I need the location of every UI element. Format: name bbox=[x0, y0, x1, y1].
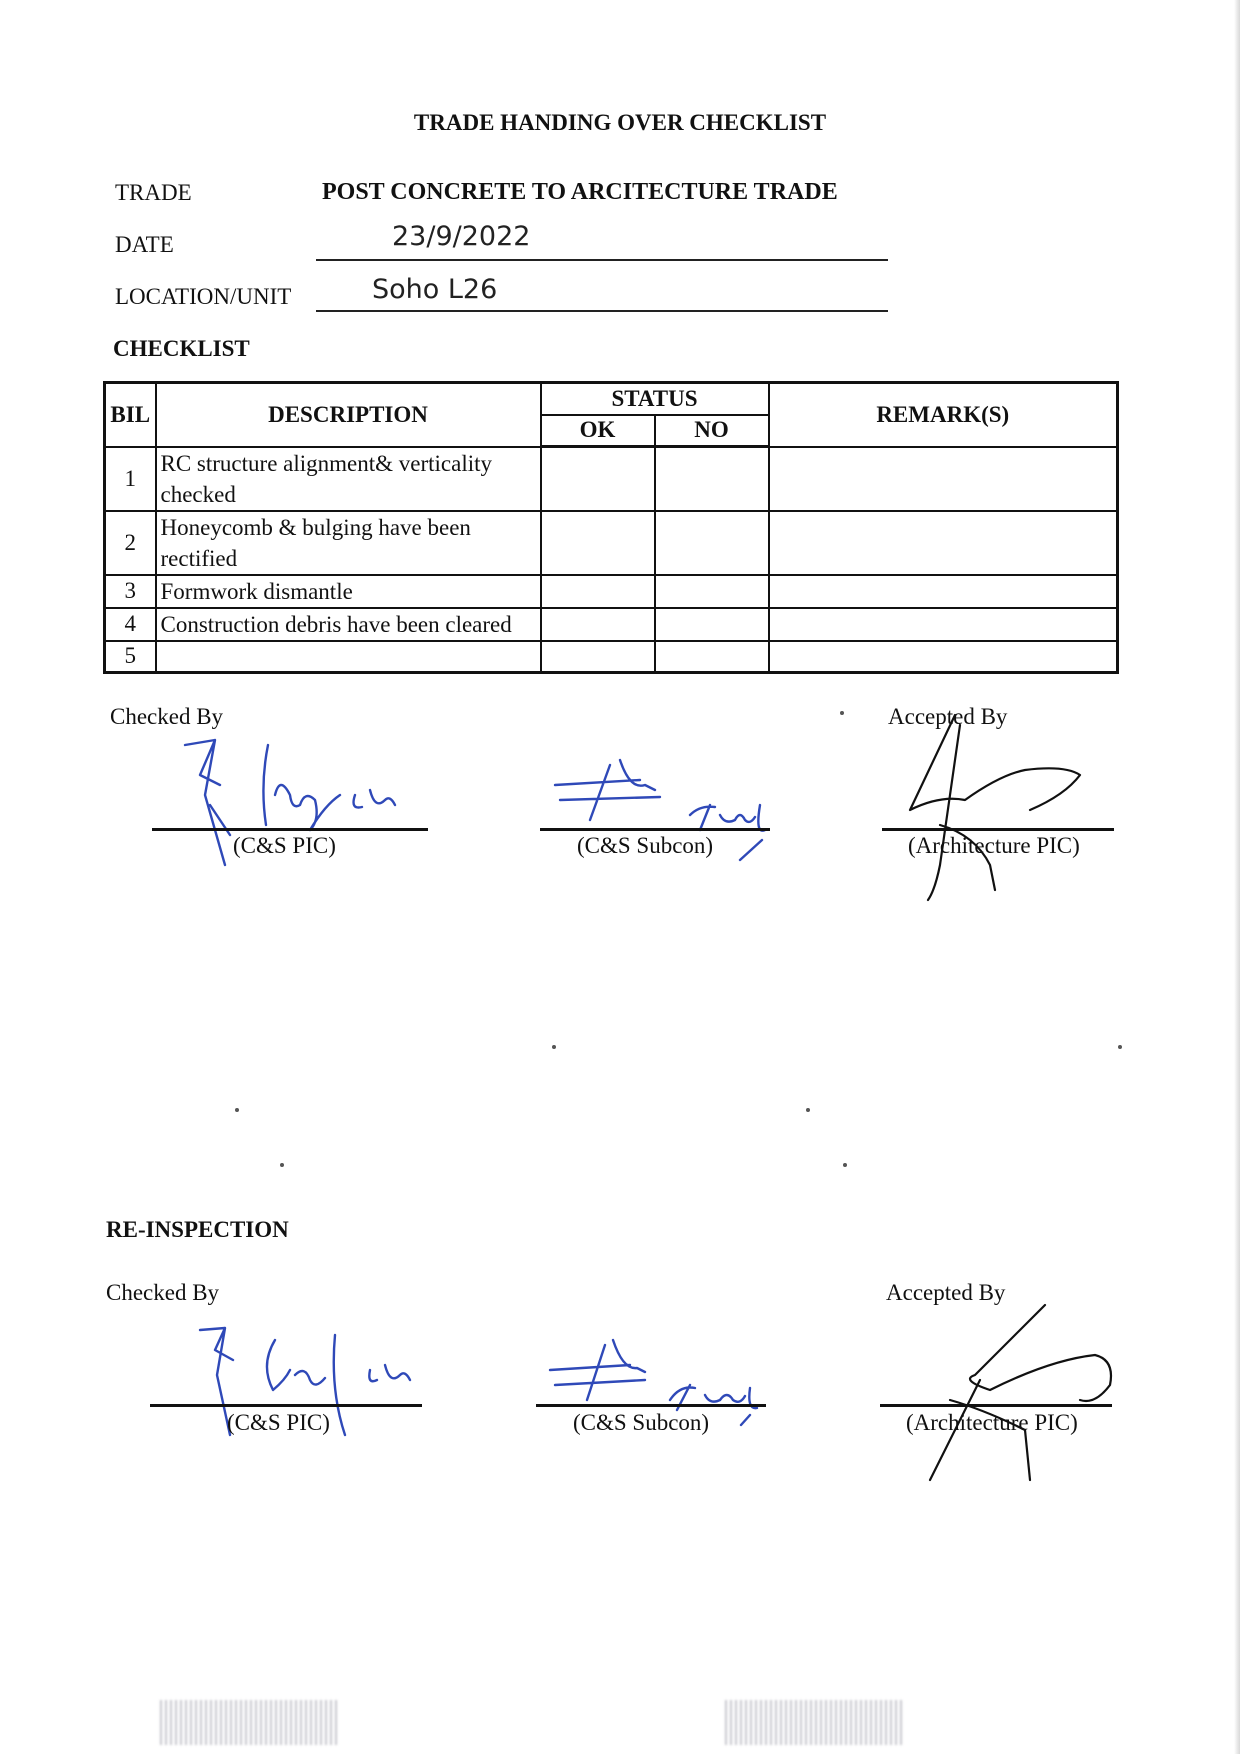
row-no bbox=[655, 575, 769, 608]
row-description bbox=[156, 641, 541, 673]
row-ok bbox=[541, 608, 655, 641]
date-line bbox=[316, 259, 888, 261]
cs-pic-signature-line bbox=[152, 828, 428, 831]
row-bil: 3 bbox=[105, 575, 156, 608]
scan-speck bbox=[235, 1108, 239, 1112]
row-no bbox=[655, 511, 769, 575]
table-row bbox=[105, 511, 1118, 575]
trade-value: POST CONCRETE TO ARCITECTURE TRADE bbox=[322, 179, 838, 205]
cs-subcon-label: (C&S Subcon) bbox=[577, 833, 714, 858]
reinspection-heading: RE-INSPECTION bbox=[106, 1217, 289, 1242]
scan-speck bbox=[280, 1163, 284, 1167]
reinspection-architecture-pic-signature bbox=[880, 1300, 1120, 1485]
architecture-pic-signature bbox=[880, 715, 1100, 915]
row-description: Honeycomb & bulging have been rectified bbox=[156, 511, 541, 575]
scan-smudge bbox=[160, 1700, 340, 1745]
col-bil: BIL bbox=[105, 383, 156, 447]
table-row bbox=[105, 641, 1118, 673]
row-no bbox=[655, 447, 769, 511]
row-remarks bbox=[769, 641, 1118, 673]
reinspection-architecture-pic-signature-line bbox=[880, 1404, 1112, 1407]
reinspection-cs-subcon-signature-line bbox=[536, 1404, 766, 1407]
row-bil: 4 bbox=[105, 608, 156, 641]
scan-speck bbox=[840, 711, 844, 715]
table-row bbox=[105, 608, 1118, 641]
row-ok bbox=[541, 447, 655, 511]
location-value: Soho L26 bbox=[372, 274, 498, 305]
row-ok bbox=[541, 575, 655, 608]
reinspection-accepted-by-caption: Accepted By bbox=[886, 1280, 1006, 1305]
cs-pic-label: (C&S PIC) bbox=[233, 833, 336, 858]
location-label: LOCATION/UNIT bbox=[115, 284, 292, 309]
reinspection-architecture-pic-label: (Architecture PIC) bbox=[906, 1410, 1078, 1435]
architecture-pic-signature-line bbox=[882, 828, 1114, 831]
row-remarks bbox=[769, 608, 1118, 641]
reinspection-checked-by-caption: Checked By bbox=[106, 1280, 220, 1305]
reinspection-cs-pic-signature-line bbox=[150, 1404, 422, 1407]
row-no bbox=[655, 641, 769, 673]
row-remarks bbox=[769, 511, 1118, 575]
scan-smudge bbox=[725, 1700, 905, 1745]
location-line bbox=[316, 310, 888, 312]
cs-subcon-signature-line bbox=[540, 828, 770, 831]
row-bil: 2 bbox=[105, 511, 156, 575]
trade-label: TRADE bbox=[115, 180, 192, 205]
architecture-pic-label: (Architecture PIC) bbox=[908, 833, 1080, 858]
accepted-by-caption: Accepted By bbox=[888, 704, 1008, 729]
reinspection-cs-subcon-label: (C&S Subcon) bbox=[573, 1410, 710, 1435]
checked-by-caption: Checked By bbox=[110, 704, 224, 729]
row-ok bbox=[541, 641, 655, 673]
col-remarks: REMARK(S) bbox=[769, 383, 1118, 447]
table-row bbox=[105, 575, 1118, 608]
col-ok: OK bbox=[541, 415, 655, 447]
row-bil: 5 bbox=[105, 641, 156, 673]
date-label: DATE bbox=[115, 232, 174, 257]
checklist-table bbox=[103, 381, 1119, 674]
col-description: DESCRIPTION bbox=[156, 383, 541, 447]
reinspection-cs-pic-label: (C&S PIC) bbox=[227, 1410, 330, 1435]
col-no: NO bbox=[655, 415, 769, 447]
row-remarks bbox=[769, 447, 1118, 511]
scan-speck bbox=[806, 1108, 810, 1112]
checklist-heading: CHECKLIST bbox=[113, 336, 250, 361]
row-bil: 1 bbox=[105, 447, 156, 511]
table-row bbox=[105, 447, 1118, 511]
row-description: Formwork dismantle bbox=[156, 575, 541, 608]
row-description: RC structure alignment& verticality checked bbox=[156, 447, 541, 511]
document-title: TRADE HANDING OVER CHECKLIST bbox=[413, 110, 827, 135]
col-status: STATUS bbox=[541, 383, 769, 415]
scan-edge-shadow bbox=[1234, 0, 1240, 1754]
row-description: Construction debris have been cleared bbox=[156, 608, 541, 641]
scan-speck bbox=[552, 1045, 556, 1049]
row-no bbox=[655, 608, 769, 641]
scan-speck bbox=[843, 1163, 847, 1167]
scan-speck bbox=[1118, 1045, 1122, 1049]
row-remarks bbox=[769, 575, 1118, 608]
date-value: 23/9/2022 bbox=[392, 221, 531, 252]
row-ok bbox=[541, 511, 655, 575]
